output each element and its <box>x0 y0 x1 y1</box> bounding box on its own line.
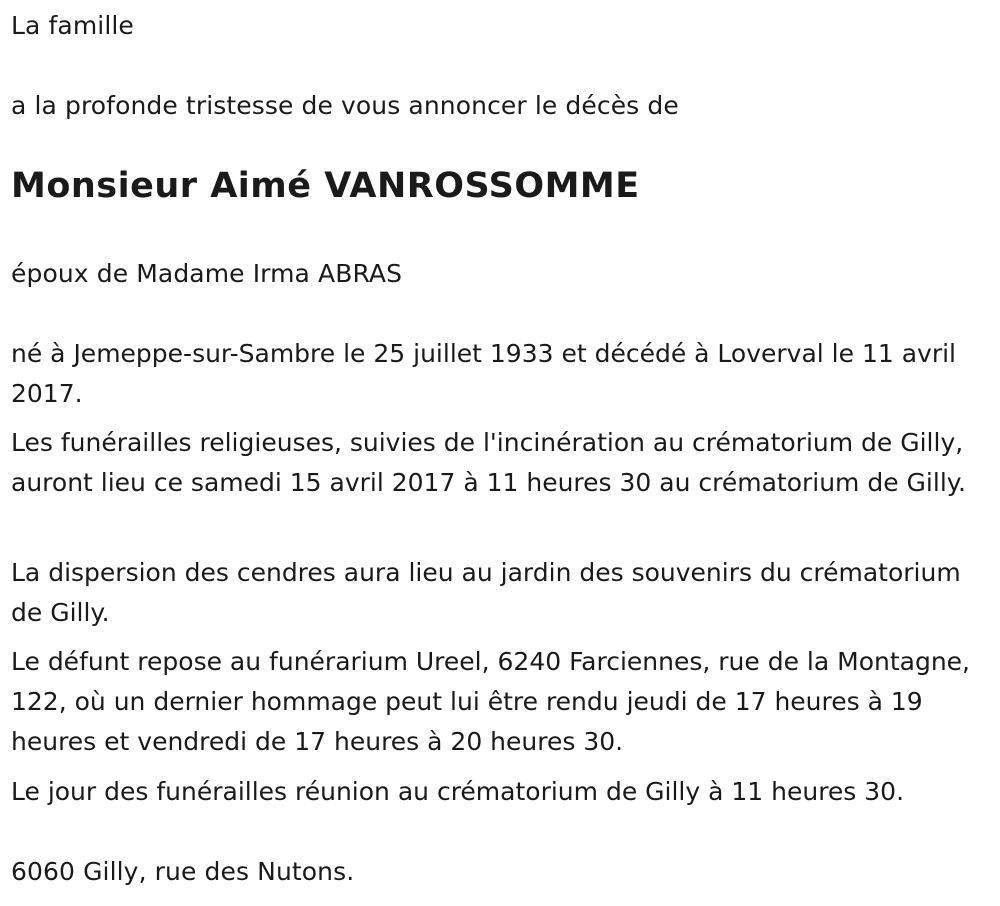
deceased-name: Monsieur Aimé VANROSSOMME <box>11 166 640 206</box>
announcement-text: a la profonde tristesse de vous annoncer le décès de <box>11 91 679 120</box>
meeting-paragraph: Le jour des funérailles réunion au crématorium de Gilly à 11 heures 30. <box>11 777 905 806</box>
intro-text: La famille <box>11 11 134 40</box>
ashes-paragraph: La dispersion des cendres aura lieu au jardin des souvenirs du crématorium de Gilly. <box>11 558 961 627</box>
visitation-paragraph: Le défunt repose au funérarium Ureel, 6240 Farciennes, rue de la Montagne, 122, où un dernier hommage peut lui être rendu jeudi de 17 heures à 19 heures et vendredi de 17 heures à 20 heures 30. <box>11 647 971 756</box>
funeral-paragraph: Les funérailles religieuses, suivies de l'incinération au crématorium de Gilly, auront lieu ce samedi 15 avril 2017 à 11 heures 30 au crématorium de Gilly. <box>11 428 966 497</box>
address-text: 6060 Gilly, rue des Nutons. <box>11 857 355 886</box>
birth-death-paragraph: né à Jemeppe-sur-Sambre le 25 juillet 1933 et décédé à Loverval le 11 avril 2017. <box>11 339 956 408</box>
spouse-text: époux de Madame Irma ABRAS <box>11 259 403 288</box>
